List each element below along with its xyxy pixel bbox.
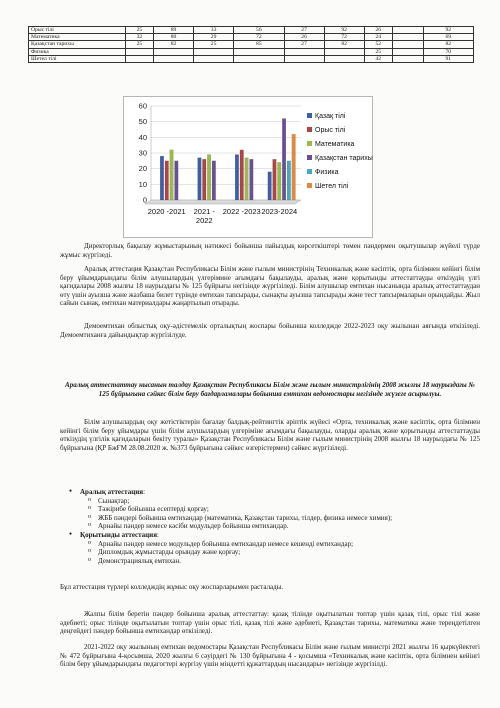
value-cell [392, 41, 423, 48]
legend-swatch [307, 169, 312, 174]
paragraph-4: Білім алушылардың оқу жетістіктерін бағалау балдық-рейтингтік әріптік жүйесі «Орта, техникалық және кәсіптік, орта білімнен кейінгі білім беру ұйымдары үшін білім алушылардың үлгеріміне ағымдағы бақылауды, оларды аралық және қорытынды аттестаттауды өткізудің үлгілік қағидаларын бекіту туралы» Қазақстан Республикасы Білім және ғылым министрінің 2008 жылғы 18 наурыздағы № 125 бұйрығына (ҚР БжҒМ 28.08.2020 ж. №373 бұйрығына сәйкес өзгерістермен) сәйкес жүргізіледі. [60, 418, 480, 452]
attestation-list [64, 488, 476, 565]
bar [273, 159, 277, 200]
list-heading-final: ● Қорытынды аттестация: [64, 531, 476, 540]
chart-floor [145, 200, 301, 204]
bar [282, 119, 286, 200]
value-cell [392, 27, 423, 34]
y-tick-label: 30 [138, 148, 147, 158]
value-cell: 82 [153, 41, 193, 48]
y-tick-label: 0 [142, 195, 147, 205]
paragraph-7: 2021-2022 оқу жылының емтихан ведомостары Қазақстан Республикасы Білім және ғылым министрі 2021 жылғы 16 қыркүйектегі № 472 бұйрығына 4-қосымша, 2020 жылғы 6 сәуірдегі № 130 бұйрығына 4 - қосымша «Техникалық және кәсіптік, орта білімнен кейінгі білім беру ұйымдарындағы педагогтері жүргізу үшін міндетті құжаттардың нысандары» негізінде жүргізілді. [60, 643, 480, 669]
legend-label: Шетел тілі [315, 183, 349, 190]
subject-cell: Қазақстан тарихы [29, 41, 126, 48]
x-tick-label: 2023-2024 [261, 207, 298, 216]
value-cell: 70 [423, 48, 473, 55]
legend-swatch [307, 183, 312, 188]
value-cell [324, 48, 364, 55]
value-cell: 82 [324, 41, 364, 48]
value-cell [284, 48, 324, 55]
value-cell: 33 [194, 27, 234, 34]
list-item: o Арнайы пәндер немесе кәсіби модульдер бойынша емтихандар. [64, 522, 476, 531]
value-cell [324, 55, 364, 62]
bar [207, 155, 211, 200]
table-row [29, 34, 474, 41]
value-cell: 26 [364, 27, 392, 34]
x-tick-label: 2020 -2021 [147, 207, 186, 216]
subject-cell: Математика [29, 34, 126, 41]
legend-label: Қазақ тілі [315, 113, 346, 120]
value-cell: 89 [153, 27, 193, 34]
bar [245, 158, 249, 200]
bar [287, 161, 291, 200]
value-cell: 25 [125, 27, 153, 34]
legend-label: Математика [315, 141, 355, 148]
subject-cell: Орыс тілі [29, 27, 126, 34]
list-item: o Сынақтар; [64, 497, 476, 506]
value-cell: 82 [423, 41, 473, 48]
value-cell: 72 [324, 34, 364, 41]
bar [212, 161, 216, 200]
value-cell [153, 48, 193, 55]
value-cell [234, 55, 284, 62]
legend-swatch [307, 113, 312, 118]
grades-table-body [29, 27, 474, 63]
value-cell: 25 [125, 41, 153, 48]
paragraph-1: Директорлық бақылау жұмыстарының нәтижесі бойынша пайыздық көрсеткіштері төмен пәндермен оқытушылар жүйелі түрде жұмыс жүргізеді. [60, 242, 480, 259]
value-cell [125, 48, 153, 55]
list-item: o Тәжірибе бойынша есептерді қорғау; [64, 505, 476, 514]
table-row [29, 41, 474, 48]
subject-cell: Физика [29, 48, 126, 55]
bar [292, 134, 296, 200]
value-cell: 25 [194, 41, 234, 48]
value-cell: 27 [284, 27, 324, 34]
value-cell: 26 [284, 34, 324, 41]
section-heading: Аралық аттестаттау нысанын талдау Қазақстан Республикасы Білім және ғылым министрлігінің 2008 жылғы 18 наурыздағы № 125 бұйрығына сәйкес білім беру бағдарламалары бойынша емтихан ведомостары негізінде жүзеге асырылуы. [65, 381, 475, 398]
x-tick-label: 2022 [195, 216, 213, 225]
value-cell: 27 [284, 41, 324, 48]
table-row [29, 48, 474, 55]
value-cell: 32 [125, 34, 153, 41]
paragraph-6: Жалпы білім беретін пәндер бойынша аралық аттестаттау: қазақ тілінде оқытылатын топтар үшін қазақ тілі, орыс тілі және әдебиеті; орыс тілінде оқытылатын топтар үшін орыс тілі, қазақ тілі және әдебиеті, Қазақстан тарихы, математика және тереңдетілген деңгейдегі пәндер бойынша емтихандар өткізіледі. [60, 610, 480, 636]
bar [198, 158, 202, 200]
y-tick-label: 40 [138, 132, 147, 142]
subject-cell: Шетел тілі [29, 55, 126, 62]
table-row [29, 27, 474, 34]
value-cell [392, 48, 423, 55]
paragraph-2: Аралық аттестация Қазақстан Республикасы Білім және ғылым министрінің Техникалық және кәсіптік, орта білімнен кейінгі білім беру ұйымдарындағы білім алушылардың үлгерімине ағымдағы бақылауды, аралық және қорытынды аттестаттауды өткізудің үлгі қағидалары 2008 жылғы 18 наурыздағы № 125 бұйрығы негізінде жүргізіледі. Білім алушылар емтихан нысанында аралық аттестаттаудан өту үшін ауызша және жазбаша билет түрінде емтихан тапсырады, сынақты ауызша тапсырады және тест тапсырмаларын орындайды. Жыл сайын сынақ, емтихан материалдары жаңартылып отырады. [60, 265, 480, 308]
y-tick-label: 60 [138, 101, 147, 111]
bar [235, 155, 239, 200]
bar [202, 159, 206, 200]
bar [160, 156, 164, 200]
value-cell: 42 [364, 55, 392, 62]
legend-swatch [307, 141, 312, 146]
value-cell: 29 [194, 34, 234, 41]
table-row [29, 55, 474, 62]
value-cell: 92 [324, 27, 364, 34]
x-tick-label: 2022 -2023 [222, 207, 261, 216]
y-tick-label: 50 [138, 117, 147, 127]
bar [240, 150, 244, 200]
list-item: o Дипломдық жұмыстарды орындау және қорғау; [64, 548, 476, 557]
value-cell [125, 55, 153, 62]
legend-label: Физика [315, 169, 339, 176]
list-heading-intermediate: ● Аралық аттестация: [64, 488, 476, 497]
bar [175, 161, 179, 200]
legend-label: Орыс тілі [315, 127, 346, 134]
list-item: o Демонстрациялық емтихан. [64, 557, 476, 566]
value-cell [392, 55, 423, 62]
grades-chart [123, 96, 373, 238]
value-cell: 56 [234, 27, 284, 34]
value-cell: 24 [364, 34, 392, 41]
value-cell [194, 48, 234, 55]
bar [170, 150, 174, 200]
list-item: o Арнайы пәндер немесе модульдер бойынша емтихандар немесе кешенді емтихандар; [64, 540, 476, 549]
value-cell: 80 [153, 34, 193, 41]
bar [277, 162, 281, 200]
legend-label: Қазақстан тарихы [315, 155, 373, 162]
bar [165, 161, 169, 200]
value-cell: 72 [234, 34, 284, 41]
value-cell [234, 48, 284, 55]
value-cell [194, 55, 234, 62]
legend-swatch [307, 155, 312, 160]
grades-table [28, 26, 474, 63]
value-cell: 52 [364, 41, 392, 48]
paragraph-3: Демоемтихан облыстық оқу-әдістемелік орталықтың жоспары бойынша колледжде 2022-2023 оқу жылынан аяғында өткізіледі. Демоемтиханға дайындықтар жүргізілуде. [60, 322, 480, 339]
value-cell: 92 [423, 27, 473, 34]
value-cell: 91 [423, 55, 473, 62]
y-tick-label: 20 [138, 164, 147, 174]
legend-swatch [307, 127, 312, 132]
value-cell: 85 [234, 41, 284, 48]
x-tick-label: 2021 - [193, 207, 215, 216]
value-cell: 69 [423, 34, 473, 41]
value-cell: 25 [364, 48, 392, 55]
list-item: o ЖББ пәндері бойынша емтихандар (математика, Қазақстан тарихы, тілдер, физика немесе химия); [64, 514, 476, 523]
y-tick-label: 10 [138, 179, 147, 189]
bar [250, 159, 254, 200]
paragraph-5: Бұл аттестация түрлері колледждің жұмыс оқу жоспарларымен расталады. [60, 583, 284, 591]
value-cell [392, 34, 423, 41]
value-cell [284, 55, 324, 62]
value-cell [153, 55, 193, 62]
bar [268, 172, 272, 200]
